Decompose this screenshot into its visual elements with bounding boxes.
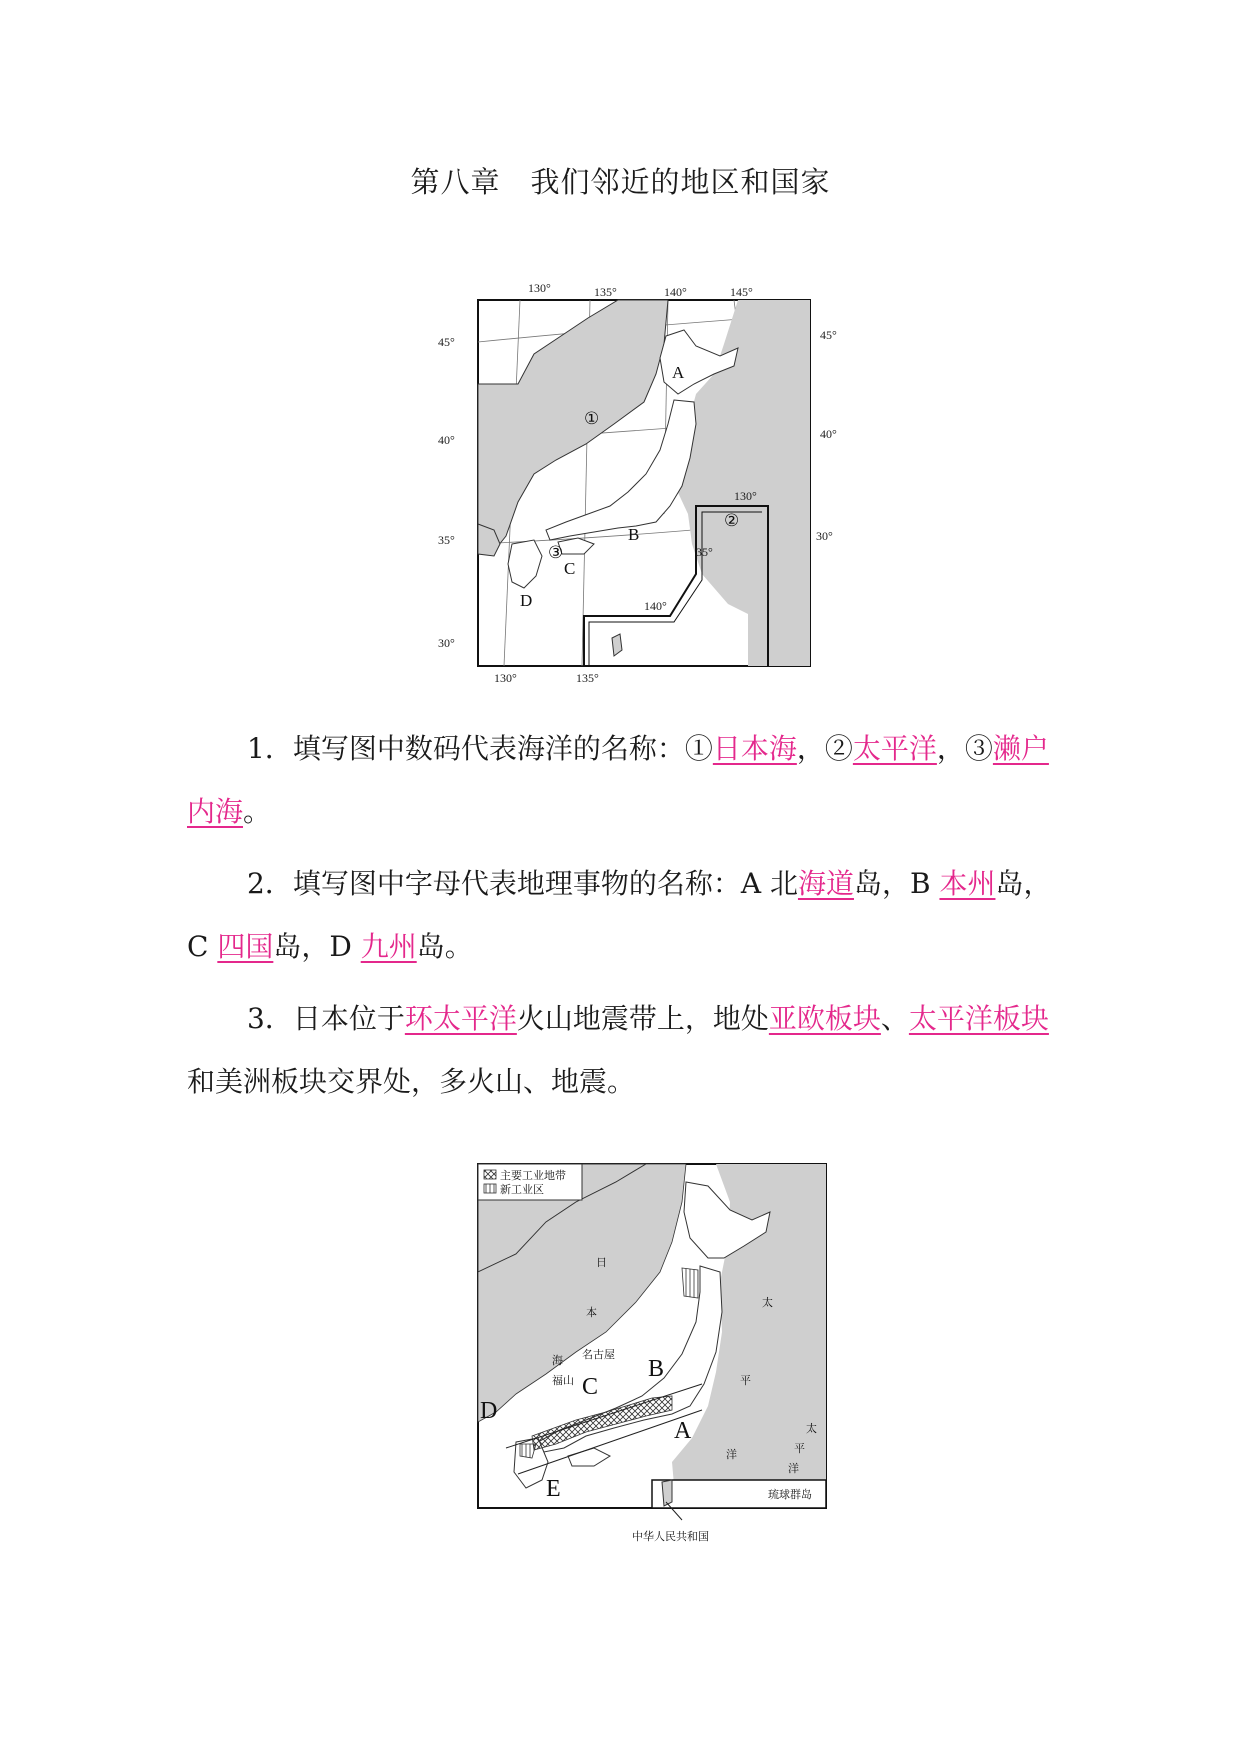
sea-label: 日 (596, 1257, 607, 1269)
map-caption: 中华人民共和国 (632, 1531, 709, 1543)
lat-label: 30° (816, 529, 833, 543)
q-text: ，② (796, 732, 853, 765)
japan-industry-map (476, 1162, 828, 1550)
q-text: ，③ (936, 732, 993, 765)
region-letter-E: E (546, 1476, 561, 1502)
q-text: 岛。 (416, 930, 473, 963)
q-text: 日本位于 (292, 1002, 405, 1035)
question-number: 2． (247, 867, 293, 900)
sea-label: 太 (806, 1423, 817, 1435)
lat-label: 45° (438, 335, 455, 349)
map-label-A: A (672, 363, 685, 382)
q-text: 填写图中字母代表地理事物的名称：A 北 (292, 867, 798, 900)
map-label-3: ③ (548, 543, 564, 562)
q-text: 、 (880, 1002, 909, 1035)
q-text: 和美洲板块交界处，多火山、地震。 (187, 1065, 636, 1098)
map-label-2: ② (724, 511, 740, 530)
lat-label: 40° (820, 427, 837, 441)
lat-label: 45° (820, 328, 837, 342)
region-letter-C: C (582, 1374, 599, 1400)
q-text: 岛，B (853, 867, 940, 900)
sea-label: 洋 (726, 1449, 737, 1461)
answer: 本州 (939, 867, 996, 900)
inset-lon-label: 140° (644, 599, 667, 613)
question-1 (187, 717, 1057, 843)
page-title: 第八章 我们邻近的地区和国家 (410, 165, 831, 199)
q-text: 岛，D (273, 930, 361, 963)
lon-label: 130° (494, 671, 517, 684)
answer: 太平洋 (852, 732, 937, 765)
answer: 日本海 (712, 732, 797, 765)
lat-label: 35° (438, 533, 455, 547)
lat-label: 40° (438, 433, 455, 447)
q-text: 火山地震带上，地处 (516, 1002, 769, 1035)
legend-new-zone: 新工业区 (500, 1184, 544, 1196)
legend-main-belt: 主要工业地带 (500, 1170, 566, 1182)
city-fukuyama: 福山 (552, 1375, 574, 1387)
map-label-1: ① (584, 409, 600, 428)
inset-label: 琉球群岛 (768, 1489, 812, 1501)
question-3 (187, 987, 1057, 1113)
map-label-C: C (564, 559, 576, 578)
city-nagoya: 名古屋 (582, 1349, 615, 1361)
answer: 亚欧板块 (768, 1002, 881, 1035)
q-text: 岛，C (187, 867, 1052, 963)
sea-label: 海 (552, 1355, 563, 1367)
map-label-B: B (628, 525, 640, 544)
japan-map (438, 274, 848, 684)
lon-label: 145° (730, 285, 753, 299)
lon-label: 140° (664, 285, 687, 299)
inset-lon-label: 130° (734, 489, 757, 503)
sea-label: 洋 (788, 1463, 799, 1475)
lon-label: 135° (594, 285, 617, 299)
lat-label: 30° (438, 636, 455, 650)
q-text: 填写图中数码代表海洋的名称：① (292, 732, 713, 765)
answer: 太平洋板块 (908, 1002, 1049, 1035)
question-number: 3． (247, 1002, 293, 1035)
lon-label: 130° (528, 281, 551, 295)
answer: 海道 (797, 867, 854, 900)
sea-label: 本 (586, 1307, 597, 1319)
question-2 (187, 852, 1057, 978)
map-label-D: D (520, 591, 533, 610)
answer: 四国 (217, 930, 274, 963)
sea-label: 平 (794, 1443, 805, 1455)
sea-label: 太 (762, 1297, 773, 1309)
answer: 濑户内海 (187, 732, 1049, 828)
region-letter-D: D (480, 1398, 498, 1424)
q-text: 。 (243, 795, 272, 828)
sea-label: 平 (740, 1375, 751, 1387)
region-letter-A: A (674, 1418, 692, 1444)
lon-label: 135° (576, 671, 599, 684)
inset-lat-label: 35° (696, 545, 713, 559)
answer: 环太平洋 (404, 1002, 517, 1035)
answer: 九州 (360, 930, 417, 963)
question-number: 1． (247, 732, 293, 765)
region-letter-B: B (648, 1356, 665, 1382)
